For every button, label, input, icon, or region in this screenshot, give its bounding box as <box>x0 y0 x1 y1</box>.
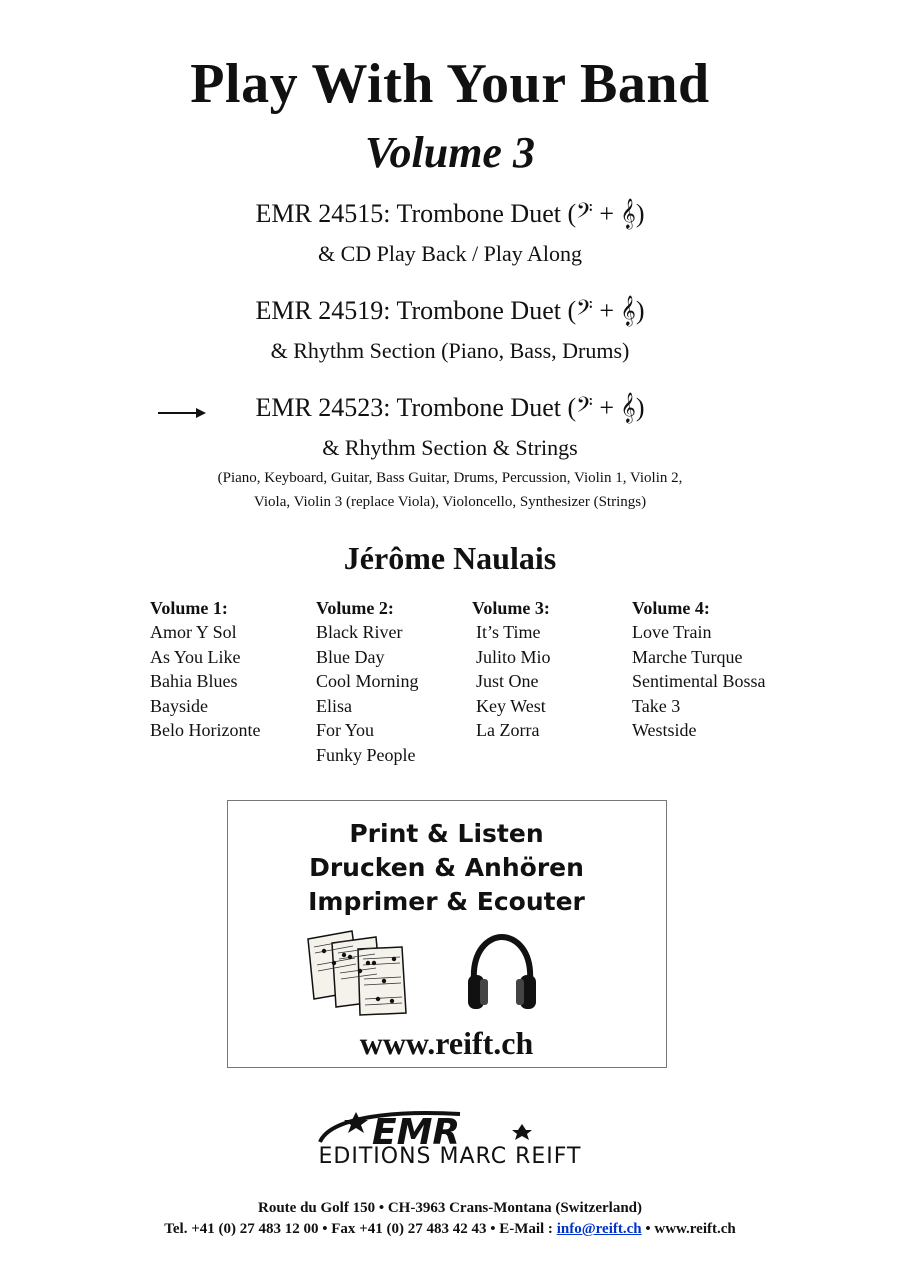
volume-heading: Volume 1: <box>150 598 228 618</box>
list-item: Cool Morning <box>316 671 419 691</box>
edition-1-sub: & CD Play Back / Play Along <box>318 241 582 266</box>
headphones-icon <box>466 933 538 1013</box>
treble-clef-icon: 𝄞 <box>620 296 636 326</box>
plus-sign: + <box>592 393 621 422</box>
edition-1-line <box>0 198 900 230</box>
list-item: Key West <box>476 695 546 716</box>
volume-3-column <box>472 596 551 743</box>
list-item: Love Train <box>632 622 712 642</box>
list-item: Elisa <box>316 695 352 716</box>
instrumentation-line-2: Viola, Violin 3 (replace Viola), Violoncello, Synthesizer (Strings) <box>253 494 647 510</box>
volume-2-column <box>316 596 419 767</box>
treble-clef-icon: 𝄞 <box>620 199 636 229</box>
promo-line-2: Drucken & Anhören <box>309 853 584 882</box>
edition-2-sub: & Rhythm Section (Piano, Bass, Drums) <box>270 338 630 363</box>
plus-sign: + <box>592 296 621 325</box>
edition-3-line <box>0 392 900 424</box>
close-paren: ) <box>635 296 645 325</box>
bass-clef-icon: 𝄢 <box>576 296 593 326</box>
page-subtitle: Volume 3 <box>365 128 535 177</box>
list-item: For You <box>316 720 375 740</box>
bass-clef-icon: 𝄢 <box>576 199 593 229</box>
edition-2-code: EMR 24519: Trombone Duet ( <box>255 296 577 325</box>
list-item: Westside <box>632 720 697 740</box>
instrumentation-line-1: (Piano, Keyboard, Guitar, Bass Guitar, Drums, Percussion, Violin 1, Violin 2, <box>217 470 683 486</box>
list-item: Funky People <box>316 744 416 765</box>
publisher-contact <box>0 1219 900 1239</box>
treble-clef-icon: 𝄞 <box>620 393 636 423</box>
list-item: Sentimental Bossa <box>632 671 766 691</box>
publisher-address: Route du Golf 150 • CH-3963 Crans-Montana (Switzerland) <box>258 1200 642 1216</box>
website-text: • www.reift.ch <box>641 1221 736 1237</box>
promo-url[interactable]: www.reift.ch <box>359 1025 534 1061</box>
page-title: Play With Your Band <box>190 53 710 115</box>
email-link[interactable]: info@reift.ch <box>556 1221 642 1237</box>
edition-3-code: EMR 24523: Trombone Duet ( <box>255 393 577 422</box>
bass-clef-icon: 𝄢 <box>576 393 593 423</box>
list-item: Marche Turque <box>632 646 743 667</box>
close-paren: ) <box>635 393 645 422</box>
volume-4-column <box>632 596 766 743</box>
close-paren: ) <box>635 199 645 228</box>
volume-heading: Volume 4: <box>632 598 710 618</box>
volume-heading: Volume 3: <box>472 598 550 618</box>
list-item: Julito Mio <box>476 646 551 667</box>
list-item: Just One <box>476 671 539 691</box>
list-item: Belo Horizonte <box>150 720 261 740</box>
list-item: Take 3 <box>632 695 681 716</box>
print-listen-box <box>227 800 667 1068</box>
promo-line-1: Print & Listen <box>349 819 544 848</box>
list-item: Amor Y Sol <box>150 622 237 642</box>
contact-phone-fax: Tel. +41 (0) 27 483 12 00 • Fax +41 (0) 27 483 42 43 • E-Mail : <box>164 1221 557 1237</box>
list-item: Bahia Blues <box>150 671 238 691</box>
emr-logo-text: EMR <box>372 1112 461 1148</box>
promo-line-3: Imprimer & Ecouter <box>308 887 585 916</box>
edition-1-code: EMR 24515: Trombone Duet ( <box>255 199 577 228</box>
list-item: As You Like <box>150 646 241 667</box>
sheet-music-icon <box>302 929 412 1017</box>
list-item: Black River <box>316 622 403 642</box>
edition-3-sub: & Rhythm Section & Strings <box>322 435 578 460</box>
composer-name: Jérôme Naulais <box>343 540 557 576</box>
volume-1-column <box>150 596 260 743</box>
plus-sign: + <box>592 199 621 228</box>
edition-2-line <box>0 295 900 327</box>
volume-heading: Volume 2: <box>316 598 394 618</box>
list-item: La Zorra <box>476 720 540 740</box>
list-item: Bayside <box>150 695 208 716</box>
publisher-name: EDITIONS MARC REIFT <box>318 1144 582 1169</box>
list-item: Blue Day <box>316 646 385 667</box>
list-item: It’s Time <box>476 622 541 642</box>
